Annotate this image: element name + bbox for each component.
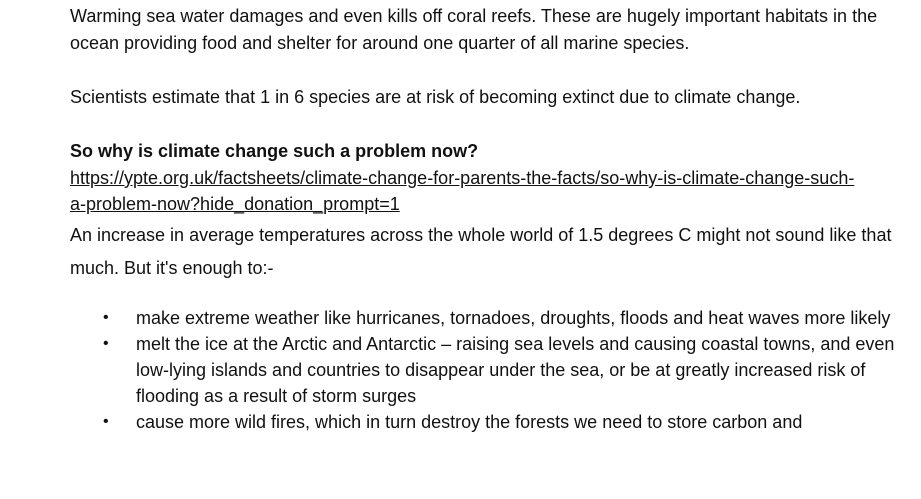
effects-list: [70, 305, 910, 435]
coral-reef-paragraph: Warming sea water damages and even kills off coral reefs. These are hugely important habitats in the ocean providing food and shelter for around one quarter of all marine species.: [70, 6, 878, 53]
section-heading: So why is climate change such a problem now?: [70, 141, 479, 161]
bullet-icon: •: [103, 335, 109, 352]
bullet-icon: •: [103, 413, 109, 430]
list-item: [70, 331, 906, 409]
bullet-icon: •: [103, 309, 109, 326]
species-risk-paragraph: Scientists estimate that 1 in 6 species are at risk of becoming extinct due to climate change.: [70, 87, 801, 107]
factsheet-link[interactable]: https://ypte.org.uk/factsheets/climate-change-for-parents-the-facts/so-why-is-climate-change-such-a-problem-now?hide_donation_prompt=1: [70, 168, 855, 214]
list-item-text: cause more wild fires, which in turn destroy the forests we need to store carbon and: [136, 412, 803, 432]
list-item-text: make extreme weather like hurricanes, tornadoes, droughts, floods and heat waves more likely: [136, 308, 891, 328]
list-item: [70, 409, 906, 435]
temperature-paragraph: An increase in average temperatures across the whole world of 1.5 degrees C might not sound like that much. But it's enough to:-: [70, 225, 892, 278]
list-item: [70, 305, 906, 331]
document-page: [70, 3, 910, 435]
list-item-text: melt the ice at the Arctic and Antarctic – raising sea levels and causing coastal towns, and even low-lying islands and countries to disappear under the sea, or be at greatly increased risk of flooding as a result of storm surges: [136, 334, 895, 406]
